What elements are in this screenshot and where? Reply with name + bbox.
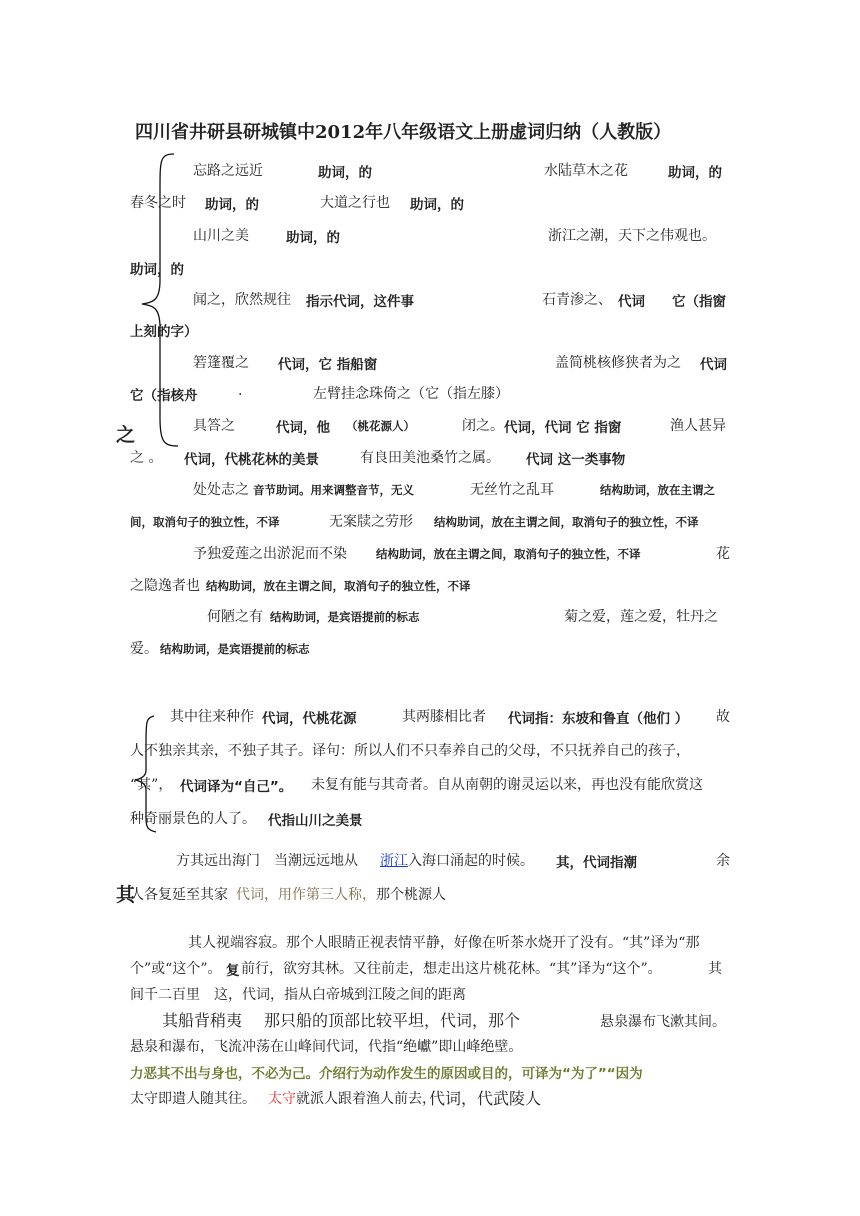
qi-example: 悬泉和瀑布，飞流冲荡在山峰间代词，代指“绝巘”即山峰绝壁。 [130, 1039, 523, 1055]
qi-note: 代词，代武陵人 [429, 1089, 542, 1108]
zhi-example: 之 。 [130, 450, 163, 466]
qi-example: 个”或“这个”。 [130, 961, 222, 977]
qi-example: 其中往来种作 [170, 709, 254, 725]
zhi-example: 盖简桃核修狭者为之 [555, 355, 681, 371]
zhi-note: 上刻的字） [130, 324, 198, 340]
zhi-note: 它（指窗 [672, 294, 726, 310]
zhi-note: 代词 [700, 357, 727, 373]
zhi-note: 代词 这一类事物 [526, 452, 626, 468]
zhi-example: 无丝竹之乱耳 [470, 482, 554, 498]
qi-example: 太守 [268, 1091, 296, 1107]
qi-note: 那只船的顶部比较平坦，代词，那个 [264, 1011, 521, 1030]
zhi-note: 结构助词，是宾语提前的标志 [270, 610, 420, 624]
zhi-example: 菊之爱，莲之爱，牡丹之 [564, 609, 718, 625]
zhi-note: 助词，的 [205, 197, 259, 213]
zhejiang-link[interactable]: 浙江 [380, 853, 408, 869]
zhi-note: 音节助词。用来调整音节，无义 [253, 483, 414, 497]
zhi-example: 何陋之有 [207, 609, 263, 625]
qi-example: 其 [708, 961, 722, 977]
zhi-example: 闭之。 [462, 418, 504, 434]
qi-note: 代指山川之美景 [268, 813, 363, 829]
zhi-note: 结构助词，是宾语提前的标志 [160, 642, 310, 656]
qi-example: 故 [716, 709, 730, 725]
qi-label: 其 [116, 884, 136, 906]
qi-example: 人各复延至其家 [130, 887, 228, 903]
qi-note: 代词指：东坡和鲁直（他们 ） [508, 711, 689, 727]
qi-note: 那个桃源人 [376, 887, 446, 903]
zhi-note: 指示代词，这件事 [306, 294, 414, 310]
qi-example: 悬泉瀑布飞漱其间。 [600, 1014, 726, 1030]
zhi-note: 间，取消句子的独立性，不译 [130, 515, 280, 529]
qi-note: 代词，用作第三人称， [236, 887, 376, 903]
qi-note: 代词，代桃花源 [262, 711, 357, 727]
qi-example: 力恶其不出与身也，不必为己。介绍行为动作发生的原因或目的，可译为“为了”“因为 [130, 1066, 643, 1082]
zhi-example: 箬篷覆之 [193, 355, 249, 371]
qi-note: 复 [226, 963, 240, 979]
zhi-example: 具答之 [193, 418, 235, 434]
qi-example: 人不独亲其亲，不独子其子。译句：所以人们不只奉养自己的父母，不只抚养自己的孩子， [130, 743, 690, 759]
qi-note: 其，代词指潮 [556, 855, 637, 871]
zhi-example: 大道之行也 [320, 195, 390, 211]
qi-example: 方其远出海门 当潮远远地从 [176, 853, 358, 869]
zhi-note: 代词，代桃花林的美景 [184, 452, 319, 468]
zhi-note: 助词，的 [318, 165, 372, 181]
zhi-example: 春冬之时 [130, 195, 186, 211]
zhi-example: 有良田美池桑竹之属。 [360, 450, 500, 466]
page-title: 四川省井研县研城镇中2012年八年级语文上册虚词归纳（人教版） [135, 122, 672, 143]
zhi-example: 爱。 [130, 641, 158, 657]
zhi-example: 水陆草木之花 [544, 163, 628, 179]
zhi-note: 代词，它 指船窗 [278, 357, 378, 373]
zhi-note: 助词，的 [410, 197, 464, 213]
qi-example: 余 [716, 853, 730, 869]
zhi-note: 代词，他 [276, 420, 330, 436]
zhi-example: 予独爱莲之出淤泥而不染 [193, 546, 347, 562]
qi-example: 其人视端容寂。那个人眼睛正视表情平静，好像在听茶水烧开了没有。“其”译为“那 [188, 935, 700, 951]
zhi-note: 助词，的 [286, 230, 340, 246]
zhi-note: 结构助词，放在主谓之 [600, 483, 715, 497]
qi-example: 未复有能与其奇者。自从南朝的谢灵运以来，再也没有能欣赏这 [311, 777, 703, 793]
zhi-example: 山川之美 [193, 228, 249, 244]
qi-note: 代词译为“自己”。 [180, 779, 293, 795]
qi-example: 前行，欲穷其林。又往前走，想走出这片桃花林。“其”译为“这个”。 [241, 961, 662, 977]
zhi-example: 处处志之 [193, 482, 249, 498]
qi-example: 太守即遣人随其往。 [130, 1091, 256, 1107]
qi-example: 就派人跟着渔人前去， [296, 1091, 436, 1107]
zhi-example: 左臂挂念珠倚之（它（指左膝） [313, 386, 509, 402]
qi-example: 其两膝相比者 [402, 709, 486, 725]
zhi-example: 闻之，欣然规往 [193, 292, 291, 308]
qi-example: 入海口涌起的时候。 [408, 853, 534, 869]
zhi-note: 助词，的 [130, 262, 184, 278]
qi-example: “其”， [130, 777, 173, 793]
zhi-example: 花 [716, 546, 730, 562]
qi-example: 其船背稍夷 [162, 1011, 243, 1030]
zhi-note: （桃花源人） [346, 419, 415, 433]
zhi-note: 代词 [618, 294, 645, 310]
zhi-note: 助词，的 [668, 165, 722, 181]
qi-example: 种奇丽景色的人了。 [130, 811, 256, 827]
zhi-note: 结构助词，放在主谓之间，取消句子的独立性，不译 [434, 515, 699, 529]
zhi-note: 结构助词，放在主谓之间，取消句子的独立性，不译 [376, 547, 641, 561]
zhi-note: 结构助词，放在主谓之间，取消句子的独立性，不译 [206, 579, 471, 593]
zhi-example: 之隐逸者也 [130, 578, 200, 594]
zhi-label: 之 [116, 424, 136, 446]
qi-example: 间千二百里 这，代词，指从白帝城到江陵之间的距离 [130, 987, 466, 1003]
zhi-example: 无案牍之劳形 [329, 514, 413, 530]
zhi-example: 浙江之潮，天下之伟观也。 [548, 228, 716, 244]
zhi-note: 代词，代词 它 指窗 [504, 420, 622, 436]
zhi-example: 渔人甚异 [670, 418, 726, 434]
zhi-note: 它（指核舟 [130, 388, 198, 404]
zhi-example: 忘路之远近 [193, 163, 263, 179]
zhi-example: 石青渗之、 [542, 292, 612, 308]
zhi-example: . [238, 383, 243, 399]
